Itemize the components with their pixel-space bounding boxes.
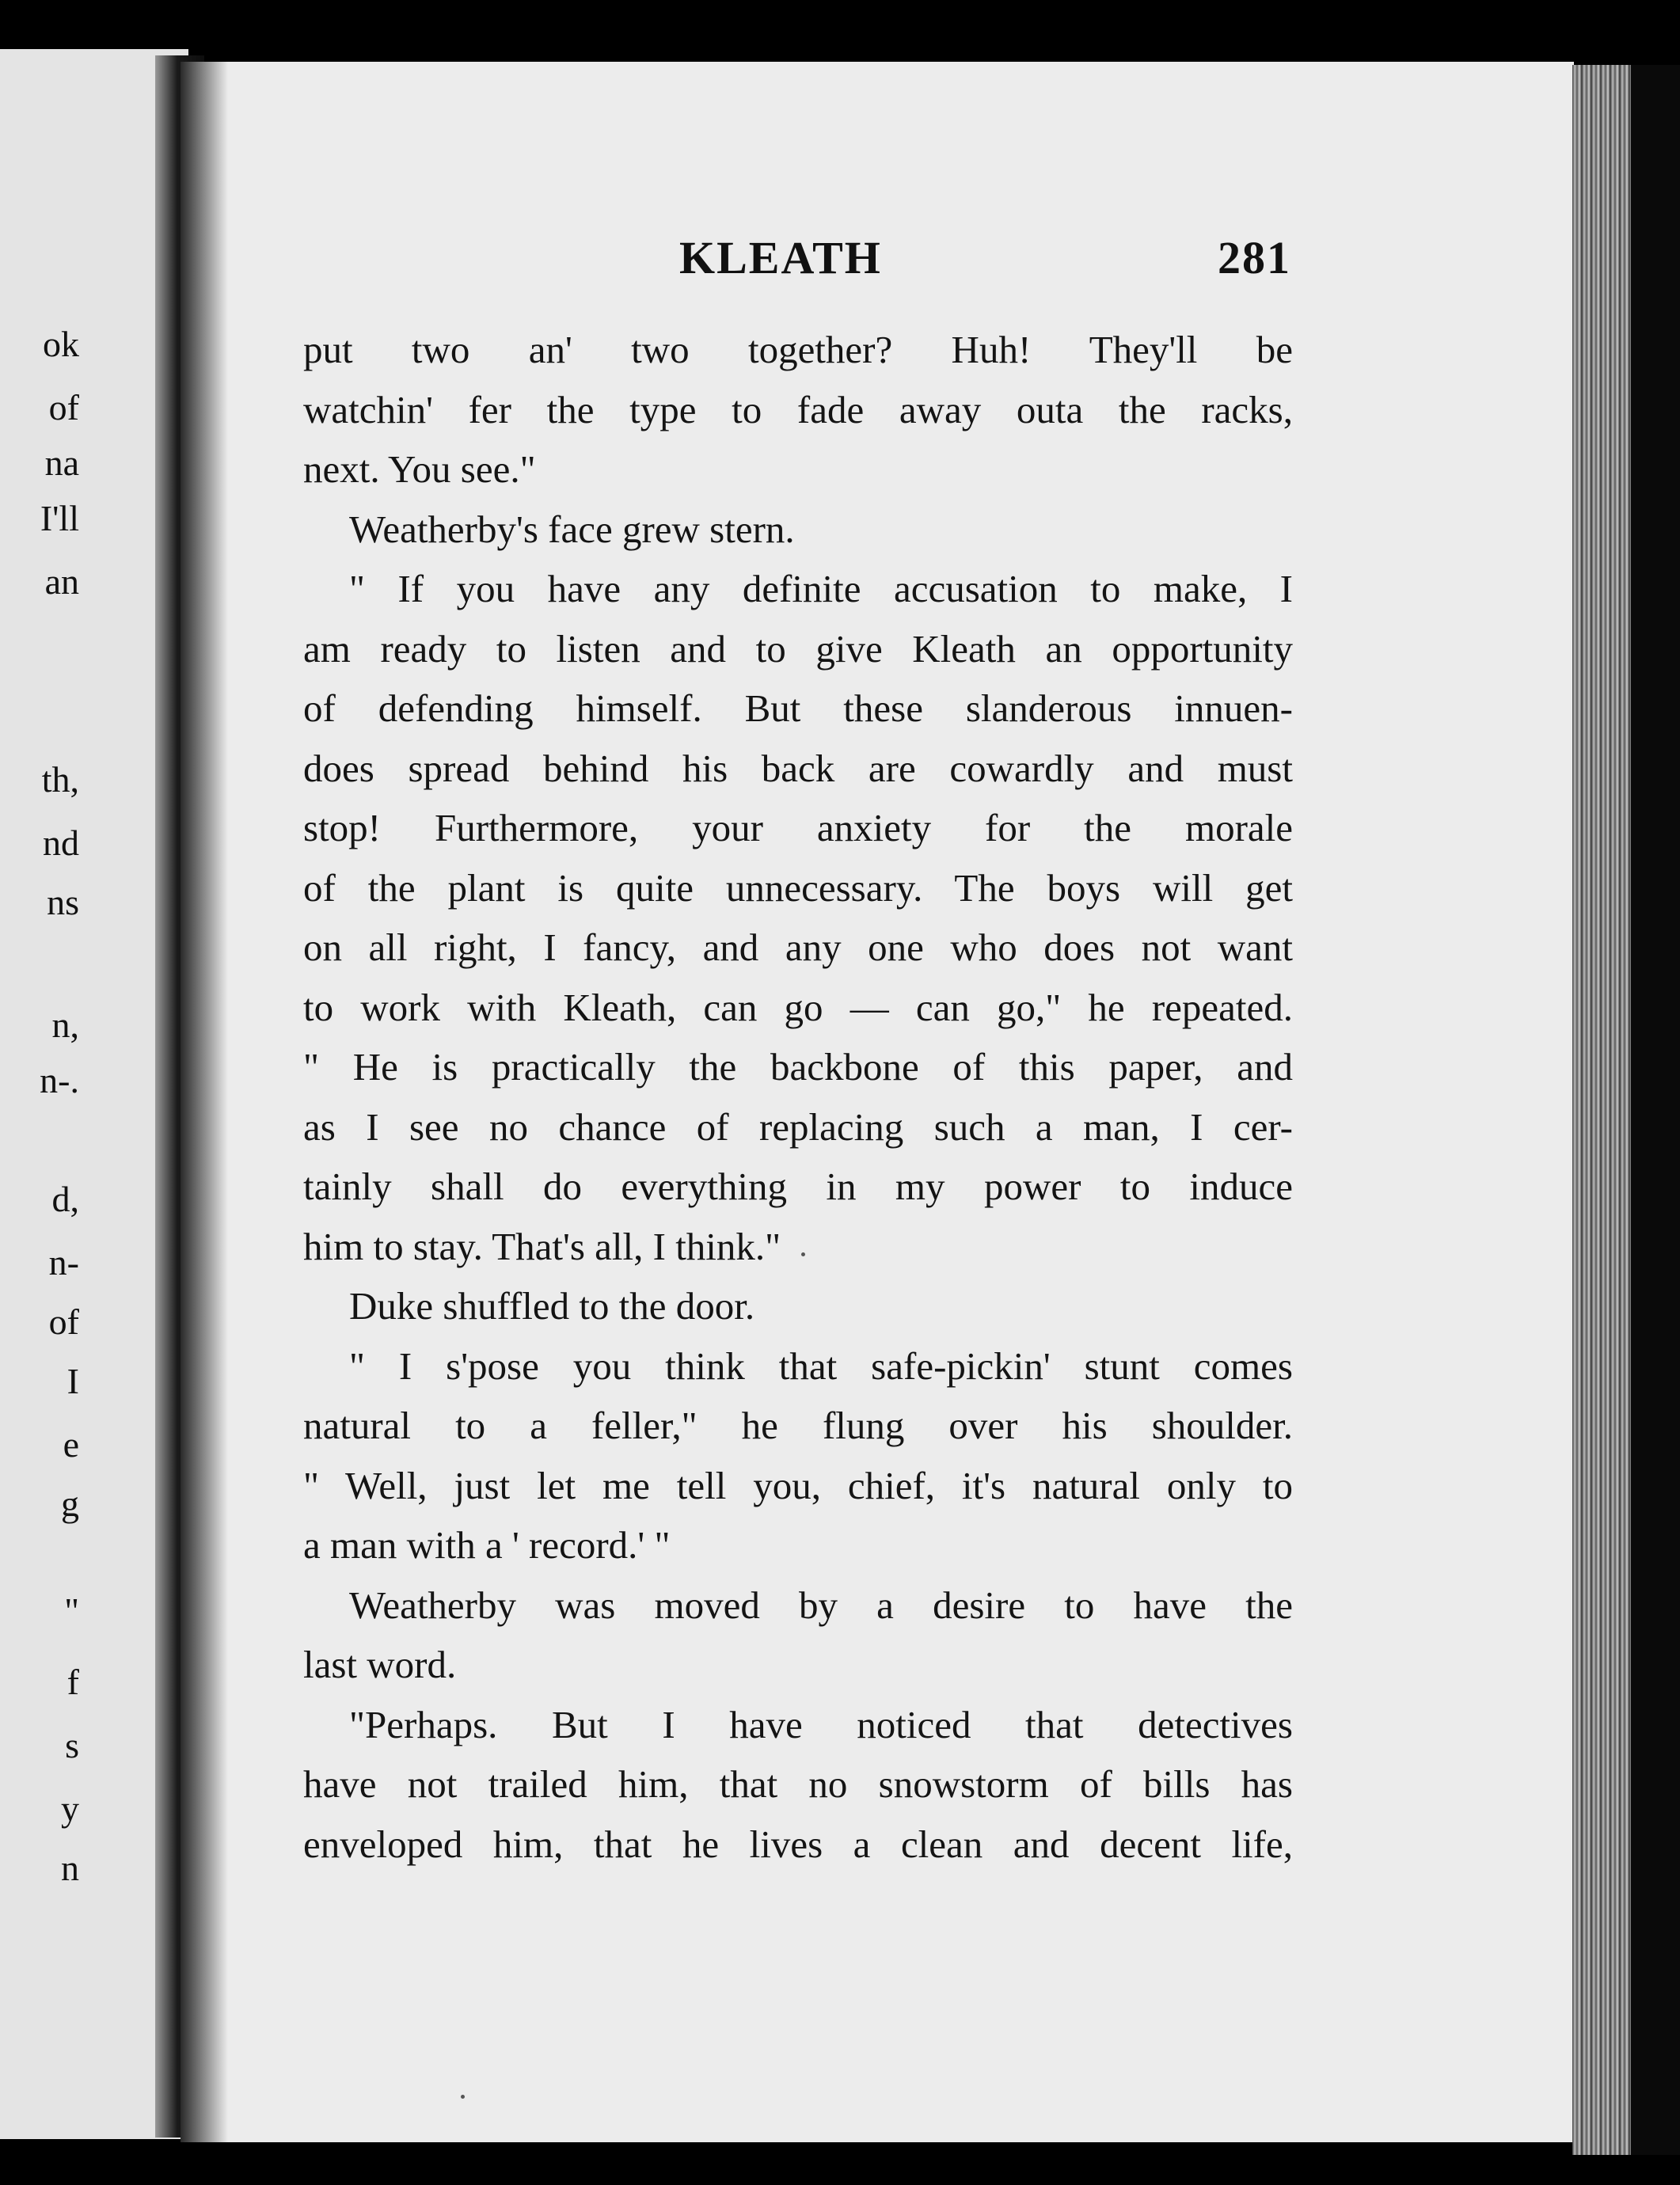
page-number: 281	[1218, 232, 1291, 283]
left-page-fragment: d,	[51, 1179, 79, 1219]
text-line: watchin' fer the type to fade away outa the racks,	[303, 387, 1293, 431]
text-line: put two an' two together? Huh! They'll be	[303, 328, 1293, 371]
left-page-fragment: n-	[48, 1242, 79, 1282]
left-page-fragment: y	[61, 1788, 79, 1829]
scan-border-right	[1631, 65, 1680, 2155]
left-page-fragment: an	[44, 561, 79, 602]
text-line: Duke shuffled to the door.	[349, 1284, 755, 1328]
text-line: Weatherby was moved by a desire to have the	[349, 1583, 1293, 1627]
text-line: "Perhaps. But I have noticed that detectives	[349, 1702, 1293, 1746]
text-line: have not trailed him, that no snowstorm of bills has	[303, 1762, 1293, 1806]
left-page-fragment: na	[44, 443, 79, 483]
page-binding-shadow	[181, 62, 228, 2142]
text-line: stop! Furthermore, your anxiety for the morale	[303, 806, 1293, 849]
text-line: to work with Kleath, can go — can go," he repeated.	[303, 985, 1293, 1029]
text-line: last word.	[303, 1643, 457, 1686]
left-page-fragment: "	[64, 1590, 79, 1631]
text-line: Weatherby's face grew stern.	[349, 507, 795, 551]
text-line: a man with a ' record.' "	[303, 1523, 671, 1567]
text-line: am ready to listen and to give Kleath an opportunity	[303, 626, 1293, 671]
left-page-fragment: s	[65, 1725, 79, 1765]
left-page-fragment: of	[48, 387, 79, 428]
left-page-fragment: nd	[43, 823, 79, 863]
text-line: " Well, just let me tell you, chief, it's natural only to	[303, 1463, 1293, 1507]
paper-speck	[801, 1252, 805, 1256]
left-page-fragment: th,	[41, 759, 79, 800]
text-line: next. You see."	[303, 447, 536, 491]
paper-speck	[461, 2095, 465, 2099]
text-line: natural to a feller," he flung over his shoulder.	[303, 1404, 1293, 1447]
left-page-fragment: n,	[51, 1005, 79, 1045]
text-line: of defending himself. But these slanderous innuen-	[303, 686, 1293, 730]
left-page-fragment: I	[67, 1361, 79, 1401]
left-page-fragment: n-.	[40, 1060, 79, 1100]
page-body-text	[303, 320, 1293, 1874]
text-line: on all right, I fancy, and any one who does not want	[303, 925, 1293, 969]
left-page-fragment: g	[61, 1484, 79, 1524]
text-line: tainly shall do everything in my power to induce	[303, 1165, 1293, 1208]
text-line: of the plant is quite unnecessary. The boys will get	[303, 865, 1293, 910]
running-head-title: KLEATH	[679, 232, 882, 283]
left-page-fragment: f	[67, 1662, 79, 1702]
text-line: " He is practically the backbone of this paper, and	[303, 1045, 1293, 1089]
left-page-fragment: n	[61, 1848, 79, 1888]
left-page-fragment: of	[48, 1302, 79, 1342]
text-line: him to stay. That's all, I think."	[303, 1224, 781, 1268]
left-page-fragment: ok	[43, 324, 79, 364]
text-line: enveloped him, that he lives a clean and decent life,	[303, 1822, 1293, 1866]
left-page-fragment: I'll	[40, 498, 79, 538]
text-line: does spread behind his back are cowardly and must	[303, 746, 1293, 790]
left-page-fragment: ns	[47, 882, 79, 922]
text-line: " I s'pose you think that safe-pickin' stunt comes	[349, 1343, 1293, 1388]
text-line: " If you have any definite accusation to make, I	[349, 567, 1293, 610]
text-line: as I see no chance of replacing such a man, I cer-	[303, 1104, 1293, 1149]
left-page-fragment: e	[63, 1424, 79, 1465]
